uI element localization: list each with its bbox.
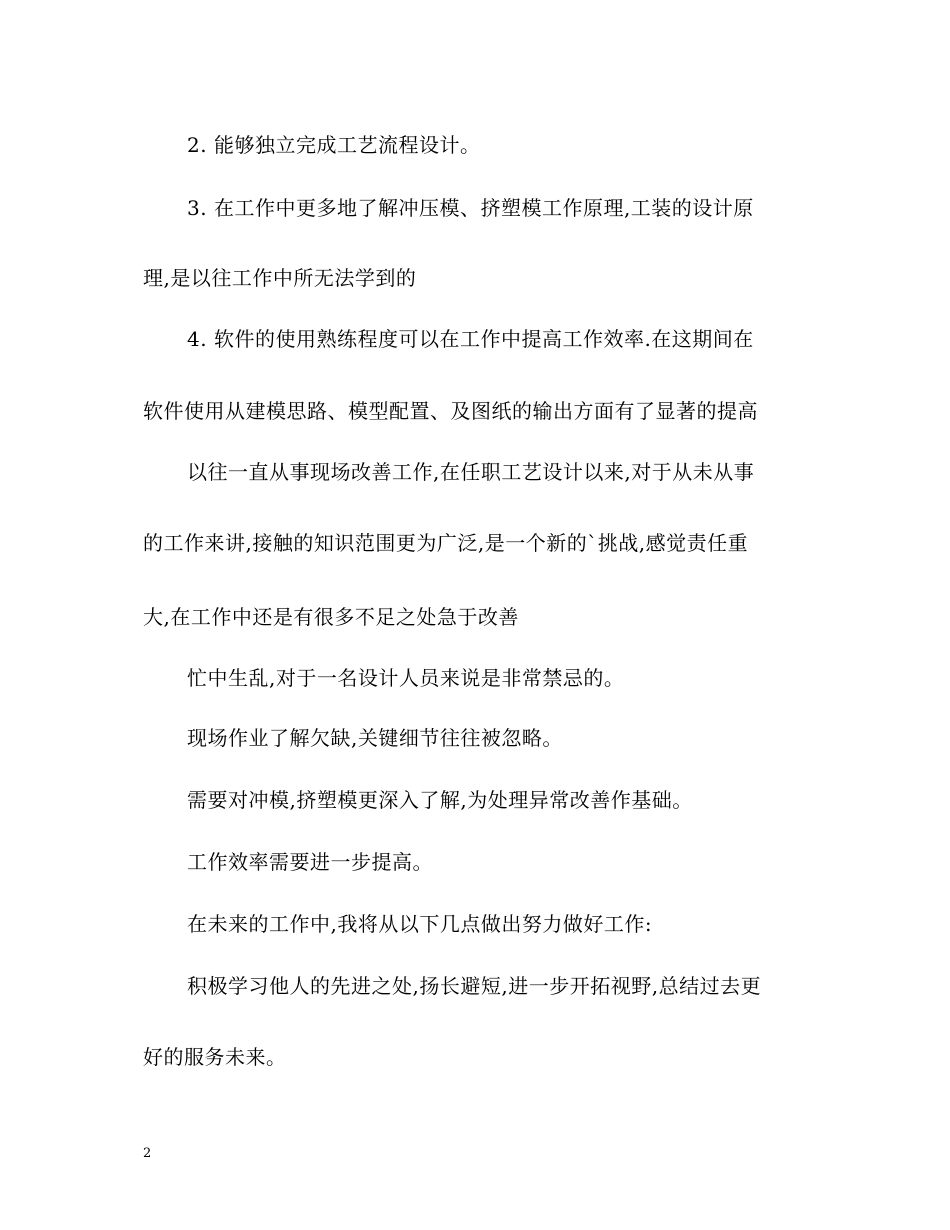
text-line-14: 积极学习他人的先进之处,扬长避短,进一步开拓视野,总结过去更 — [187, 974, 762, 998]
text-line-2: 3. 在工作中更多地了解冲压模、挤塑模工作原理,工装的设计原 — [187, 196, 754, 220]
text-line-3: 理,是以往工作中所无法学到的 — [143, 266, 417, 290]
text-line-12: 工作效率需要进一步提高。 — [187, 850, 433, 874]
text-line-6: 以往一直从事现场改善工作,在任职工艺设计以来,对于从未从事 — [187, 460, 755, 484]
text-line-11: 需要对冲模,挤塑模更深入了解,为处理异常改善作基础。 — [187, 788, 693, 812]
text-line-10: 现场作业了解欠缺,关键细节往往被忽略。 — [187, 726, 563, 750]
text-line-4: 4. 软件的使用熟练程度可以在工作中提高工作效率.在这期间在 — [187, 327, 754, 351]
text-line-15: 好的服务未来。 — [143, 1045, 287, 1069]
text-line-13: 在未来的工作中,我将从以下几点做出努力做好工作: — [187, 912, 653, 936]
page-number: 2 — [143, 1146, 152, 1161]
text-line-9: 忙中生乱,对于一名设计人员来说是非常禁忌的。 — [187, 666, 625, 690]
text-line-5: 软件使用从建模思路、模型配置、及图纸的输出方面有了显著的提高 — [143, 399, 758, 423]
text-line-7: 的工作来讲,接触的知识范围更为广泛,是一个新的`挑战,感觉责任重 — [143, 531, 749, 555]
text-line-8: 大,在工作中还是有很多不足之处急于改善 — [143, 605, 519, 629]
text-line-1: 2. 能够独立完成工艺流程设计。 — [187, 133, 481, 157]
